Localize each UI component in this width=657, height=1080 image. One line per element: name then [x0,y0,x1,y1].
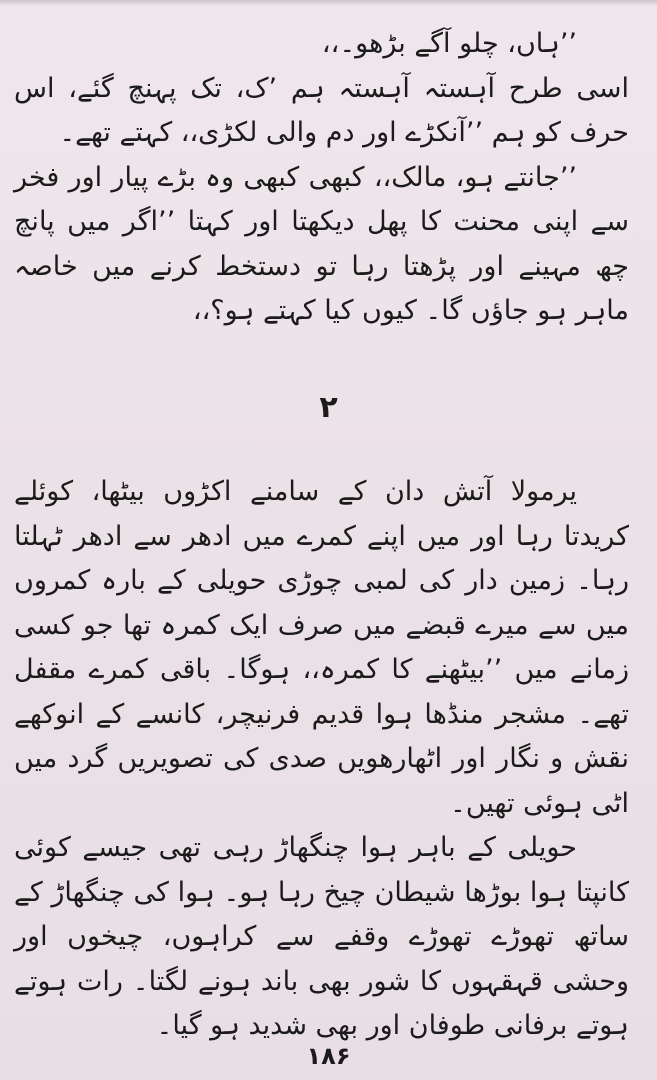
page-top-shadow [0,0,657,6]
paragraph: ’’جانتے ہو، مالک،، کبھی کبھی وہ بڑے پیار اور فخر سے اپنی محنت کا پھل دیکھتا اور کہتا ’’اگر میں پانچ چھ مہینے اور پڑھتا رہا تو دستخط کرنے میں خاصہ ماہر ہو جاؤں گا۔ کیوں کیا کہتے ہو؟،، [14,161,629,326]
paragraph: اسی طرح آہستہ آہستہ ہم ’ک، تک پہنچ گئے، اس حرف کو ہم ’’آنکڑے اور دم والی لکڑی،، کہتے تھے۔ [14,72,629,148]
chapter-number: ۲ [319,390,338,425]
paragraph: حویلی کے باہر ہوا چنگھاڑ رہی تھی جیسے کوئی کانپتا ہوا بوڑھا شیطان چیخ رہا ہو۔ ہوا کی چنگھاڑ کے ساتھ تھوڑے تھوڑے وقفے سے کراہوں، چیخوں اور وحشی قہقہوں کا شور بھی باند ہونے لگتا۔ رات ہوتے ہوتے برفانی طوفان اور بھی شدید ہو گیا۔ [14,832,629,1041]
section-two [14,470,629,1049]
paragraph: ’’ہاں، چلو آگے بڑھو۔،، [321,28,577,59]
page-number: ۱۸۶ [306,1042,351,1070]
paragraph: یرمولا آتش دان کے سامنے اکڑوں بیٹھا، کوئلے کریدتا رہا اور میں اپنے کمرے میں ادھر سے ادھر ٹہلتا رہا۔ زمین دار کی لمبی چوڑی حویلی کے بارہ کمروں میں سے میرے قبضے میں صرف ایک کمرہ تھا جو کسی زمانے میں ’’بیٹھنے کا کمرہ،، ہوگا۔ باقی کمرے مقفل تھے۔ مشجر منڈھا ہوا قدیم فرنیچر، کانسے کے انوکھے نقش و نگار اور اٹھارھویں صدی کی تصویریں گرد میں اٹی ہوئی تھیں۔ [14,476,629,819]
section-one [14,22,629,334]
